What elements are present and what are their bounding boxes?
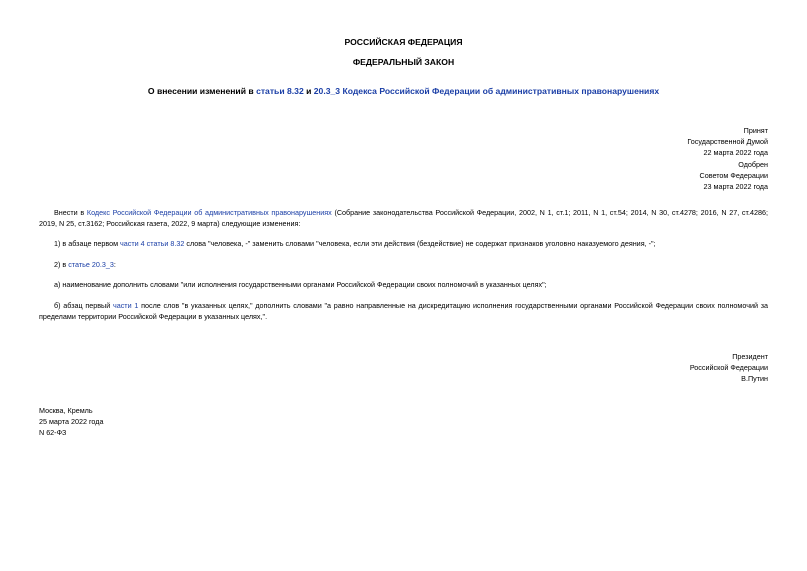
signature-name: В.Путин xyxy=(741,374,768,384)
signature-line: Российской Федерации xyxy=(689,363,768,373)
law-title xyxy=(0,86,807,96)
link-article-20-3-3[interactable]: статье 20.3_3 xyxy=(68,260,114,269)
p1-rest: (Собрание законодательства Российской Федерации, 2002, N 1, ст.1; 2011, N 1, ст.54; 2014, N 30, ст.4278; 2016, N 27, ст.4286; 2019, N 25, ст.3162; Российская газета, 2022, 9 марта) следующие изменения: xyxy=(39,208,768,229)
title-and: и xyxy=(303,86,314,96)
p2-prefix: 1) в абзаце первом xyxy=(54,239,121,248)
link-koap[interactable]: Кодекс Российской Федерации об административных правонарушениях xyxy=(86,208,332,217)
paragraph-item-1 xyxy=(39,238,768,249)
p5-rest: после слов "в указанных целях," дополнить словами "а равно направленные на дискредитацию исполнения государственными органами Российской Федерации своих полномочий за пределами территории Российской Федерации в указанных целях,". xyxy=(39,301,768,322)
paragraph-intro xyxy=(39,207,768,230)
paragraph-item-2 xyxy=(39,259,768,270)
law-number: N 62-ФЗ xyxy=(39,428,67,438)
p1-prefix: Внести в xyxy=(54,208,87,217)
adoption-line: 23 марта 2022 года xyxy=(703,182,768,192)
p3-prefix: 2) в xyxy=(54,260,69,269)
country-heading: РОССИЙСКАЯ ФЕДЕРАЦИЯ xyxy=(344,37,463,47)
adoption-line: 22 марта 2022 года xyxy=(703,148,768,158)
adoption-line: Одобрен xyxy=(738,159,768,169)
paragraph-item-2a: а) наименование дополнить словами "или исполнения государственными органами Российской Федерации своих полномочий в указанных целях"; xyxy=(54,280,547,289)
title-link-article-8-32[interactable]: статьи 8.32 xyxy=(256,86,304,96)
link-part-1[interactable]: части 1 xyxy=(112,301,139,310)
title-link-koap[interactable]: Кодекса Российской Федерации об административных правонарушениях xyxy=(340,86,660,96)
signature-line: Президент xyxy=(732,352,768,361)
title-prefix: О внесении изменений в xyxy=(147,86,257,96)
link-part-4-article-8-32[interactable]: части 4 статьи 8.32 xyxy=(120,239,185,248)
p5-prefix: б) абзац первый xyxy=(54,301,113,310)
date-line: 25 марта 2022 года xyxy=(39,417,104,427)
place-date-block xyxy=(39,405,103,439)
p2-rest: слова "человека, -" заменить словами "человека, если эти действия (бездействие) не содержат признаков уголовно наказуемого деяния, -"; xyxy=(184,239,656,248)
adoption-block xyxy=(687,125,768,192)
title-link-article-20-3-3[interactable]: 20.3_3 xyxy=(313,86,341,96)
adoption-line: Советом Федерации xyxy=(699,170,768,180)
law-type-heading: ФЕДЕРАЛЬНЫЙ ЗАКОН xyxy=(352,57,455,67)
p3-rest: : xyxy=(113,260,116,269)
adoption-line: Принят xyxy=(743,126,768,135)
paragraph-item-2b xyxy=(39,300,768,323)
signature-block xyxy=(690,351,768,385)
adoption-line: Государственной Думой xyxy=(687,137,768,147)
place-line: Москва, Кремль xyxy=(39,406,93,415)
